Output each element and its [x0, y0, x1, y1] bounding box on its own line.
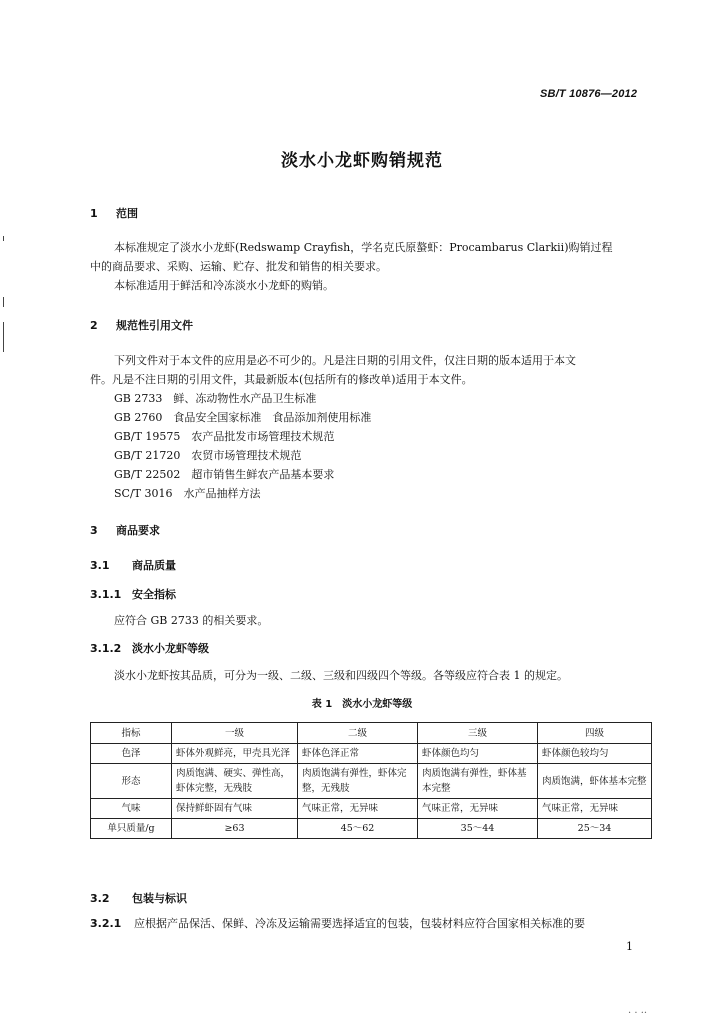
- section-number: 3.1.2: [90, 642, 122, 655]
- section-1-heading: [90, 205, 138, 221]
- table-row: [91, 819, 652, 839]
- section-3-2-heading: [90, 890, 187, 906]
- section-title: 商品要求: [116, 524, 160, 537]
- table-header-cell: 指标: [91, 723, 172, 744]
- table-cell: 保持鲜虾固有气味: [172, 799, 298, 819]
- section-title: 范围: [116, 207, 138, 220]
- reference-item: SC/T 3016 水产品抽样方法: [114, 487, 261, 500]
- s2-paragraph-line-2: 件。凡是不注日期的引用文件，其最新版本(包括所有的修改单)适用于本文件。: [90, 373, 473, 386]
- table-cell: ≥63: [172, 819, 298, 839]
- s1-paragraph-2: 本标准适用于鲜活和冷冻淡水小龙虾的购销。: [114, 279, 334, 292]
- reference-item: GB 2733 鲜、冻动物性水产品卫生标准: [114, 392, 317, 405]
- table-row: [91, 764, 652, 799]
- margin-mark-1: [3, 236, 4, 241]
- table-cell: 虾体色泽正常: [298, 744, 418, 764]
- row-label: 单只质量/g: [91, 819, 172, 839]
- section-number: 3.1: [90, 559, 110, 572]
- section-number: 3.2.1: [90, 917, 122, 930]
- row-label: 形态: [91, 764, 172, 799]
- reference-item: GB/T 19575 农产品批发市场管理技术规范: [114, 430, 335, 443]
- section-title: 规范性引用文件: [116, 319, 193, 332]
- document-title: 淡水小龙虾购销规范: [281, 151, 443, 171]
- table-cell: 气味正常，无异味: [418, 799, 538, 819]
- reference-item: GB 2760 食品安全国家标准 食品添加剂使用标准: [114, 411, 372, 424]
- table-cell: 肉质饱满有弹性，虾体完整，无残肢: [298, 764, 418, 799]
- table-row: [91, 744, 652, 764]
- section-3-1-heading: [90, 557, 176, 573]
- s3-1-2-paragraph: 淡水小龙虾按其品质，可分为一级、二级、三级和四级四个等级。各等级应符合表 1 的规定。: [114, 669, 568, 682]
- section-title: 安全指标: [132, 588, 176, 601]
- section-title: 包装与标识: [132, 892, 187, 905]
- s1-paragraph-1-line-2: 中的商品要求、采购、运输、贮存、批发和销售的相关要求。: [90, 260, 387, 273]
- table-cell: 35～44: [418, 819, 538, 839]
- section-2-heading: [90, 317, 193, 333]
- table-row: [91, 799, 652, 819]
- table-header-cell: 四级: [538, 723, 652, 744]
- section-number: 1: [90, 207, 98, 220]
- row-label: 色泽: [91, 744, 172, 764]
- s1-paragraph-1-line-1: 本标准规定了淡水小龙虾(Redswamp Crayfish，学名克氏原螯虾：Procambarus Clarkii)购销过程: [114, 241, 613, 254]
- page-number: 1: [626, 940, 633, 953]
- table-cell: 25～34: [538, 819, 652, 839]
- reference-item: GB/T 22502 超市销售生鲜农产品基本要求: [114, 468, 335, 481]
- table-header-cell: 一级: [172, 723, 298, 744]
- section-number: 3.2: [90, 892, 110, 905]
- section-3-heading: [90, 522, 160, 538]
- section-number: 3.1.1: [90, 588, 122, 601]
- footer-dots: · · ··: [628, 1008, 648, 1019]
- table-cell: 虾体颜色均匀: [418, 744, 538, 764]
- table-header-row: [91, 723, 652, 744]
- table-cell: 45～62: [298, 819, 418, 839]
- table-header-cell: 三级: [418, 723, 538, 744]
- section-3-1-2-heading: [90, 640, 209, 656]
- section-title: 商品质量: [132, 559, 176, 572]
- margin-mark-2: [3, 297, 4, 307]
- table-cell: 气味正常，无异味: [538, 799, 652, 819]
- table-cell: 肉质饱满，虾体基本完整: [538, 764, 652, 799]
- table-cell: 肉质饱满、硬实、弹性高，虾体完整，无残肢: [172, 764, 298, 799]
- grade-table: [90, 722, 652, 839]
- row-label: 气味: [91, 799, 172, 819]
- s3-1-1-paragraph: 应符合 GB 2733 的相关要求。: [114, 614, 269, 627]
- table-cell: 虾体颜色较均匀: [538, 744, 652, 764]
- table-caption: 表 1 淡水小龙虾等级: [311, 699, 413, 710]
- reference-item: GB/T 21720 农贸市场管理技术规范: [114, 449, 302, 462]
- s2-paragraph-line-1: 下列文件对于本文件的应用是必不可少的。凡是注日期的引用文件，仅注日期的版本适用于本文: [114, 354, 576, 367]
- standard-number: SB/T 10876—2012: [540, 88, 638, 100]
- table-header-cell: 二级: [298, 723, 418, 744]
- section-number: 2: [90, 319, 98, 332]
- table-cell: 气味正常，无异味: [298, 799, 418, 819]
- section-number: 3: [90, 524, 98, 537]
- section-3-1-1-heading: [90, 586, 176, 602]
- margin-mark-3: [3, 322, 4, 352]
- table-cell: 肉质饱满有弹性，虾体基本完整: [418, 764, 538, 799]
- paragraph-text: 应根据产品保活、保鲜、冷冻及运输需要选择适宜的包装，包装材料应符合国家相关标准的要: [134, 917, 585, 930]
- table-cell: 虾体外观鲜亮，甲壳具光泽: [172, 744, 298, 764]
- section-3-2-1-paragraph: [90, 914, 585, 933]
- section-title: 淡水小龙虾等级: [132, 642, 209, 655]
